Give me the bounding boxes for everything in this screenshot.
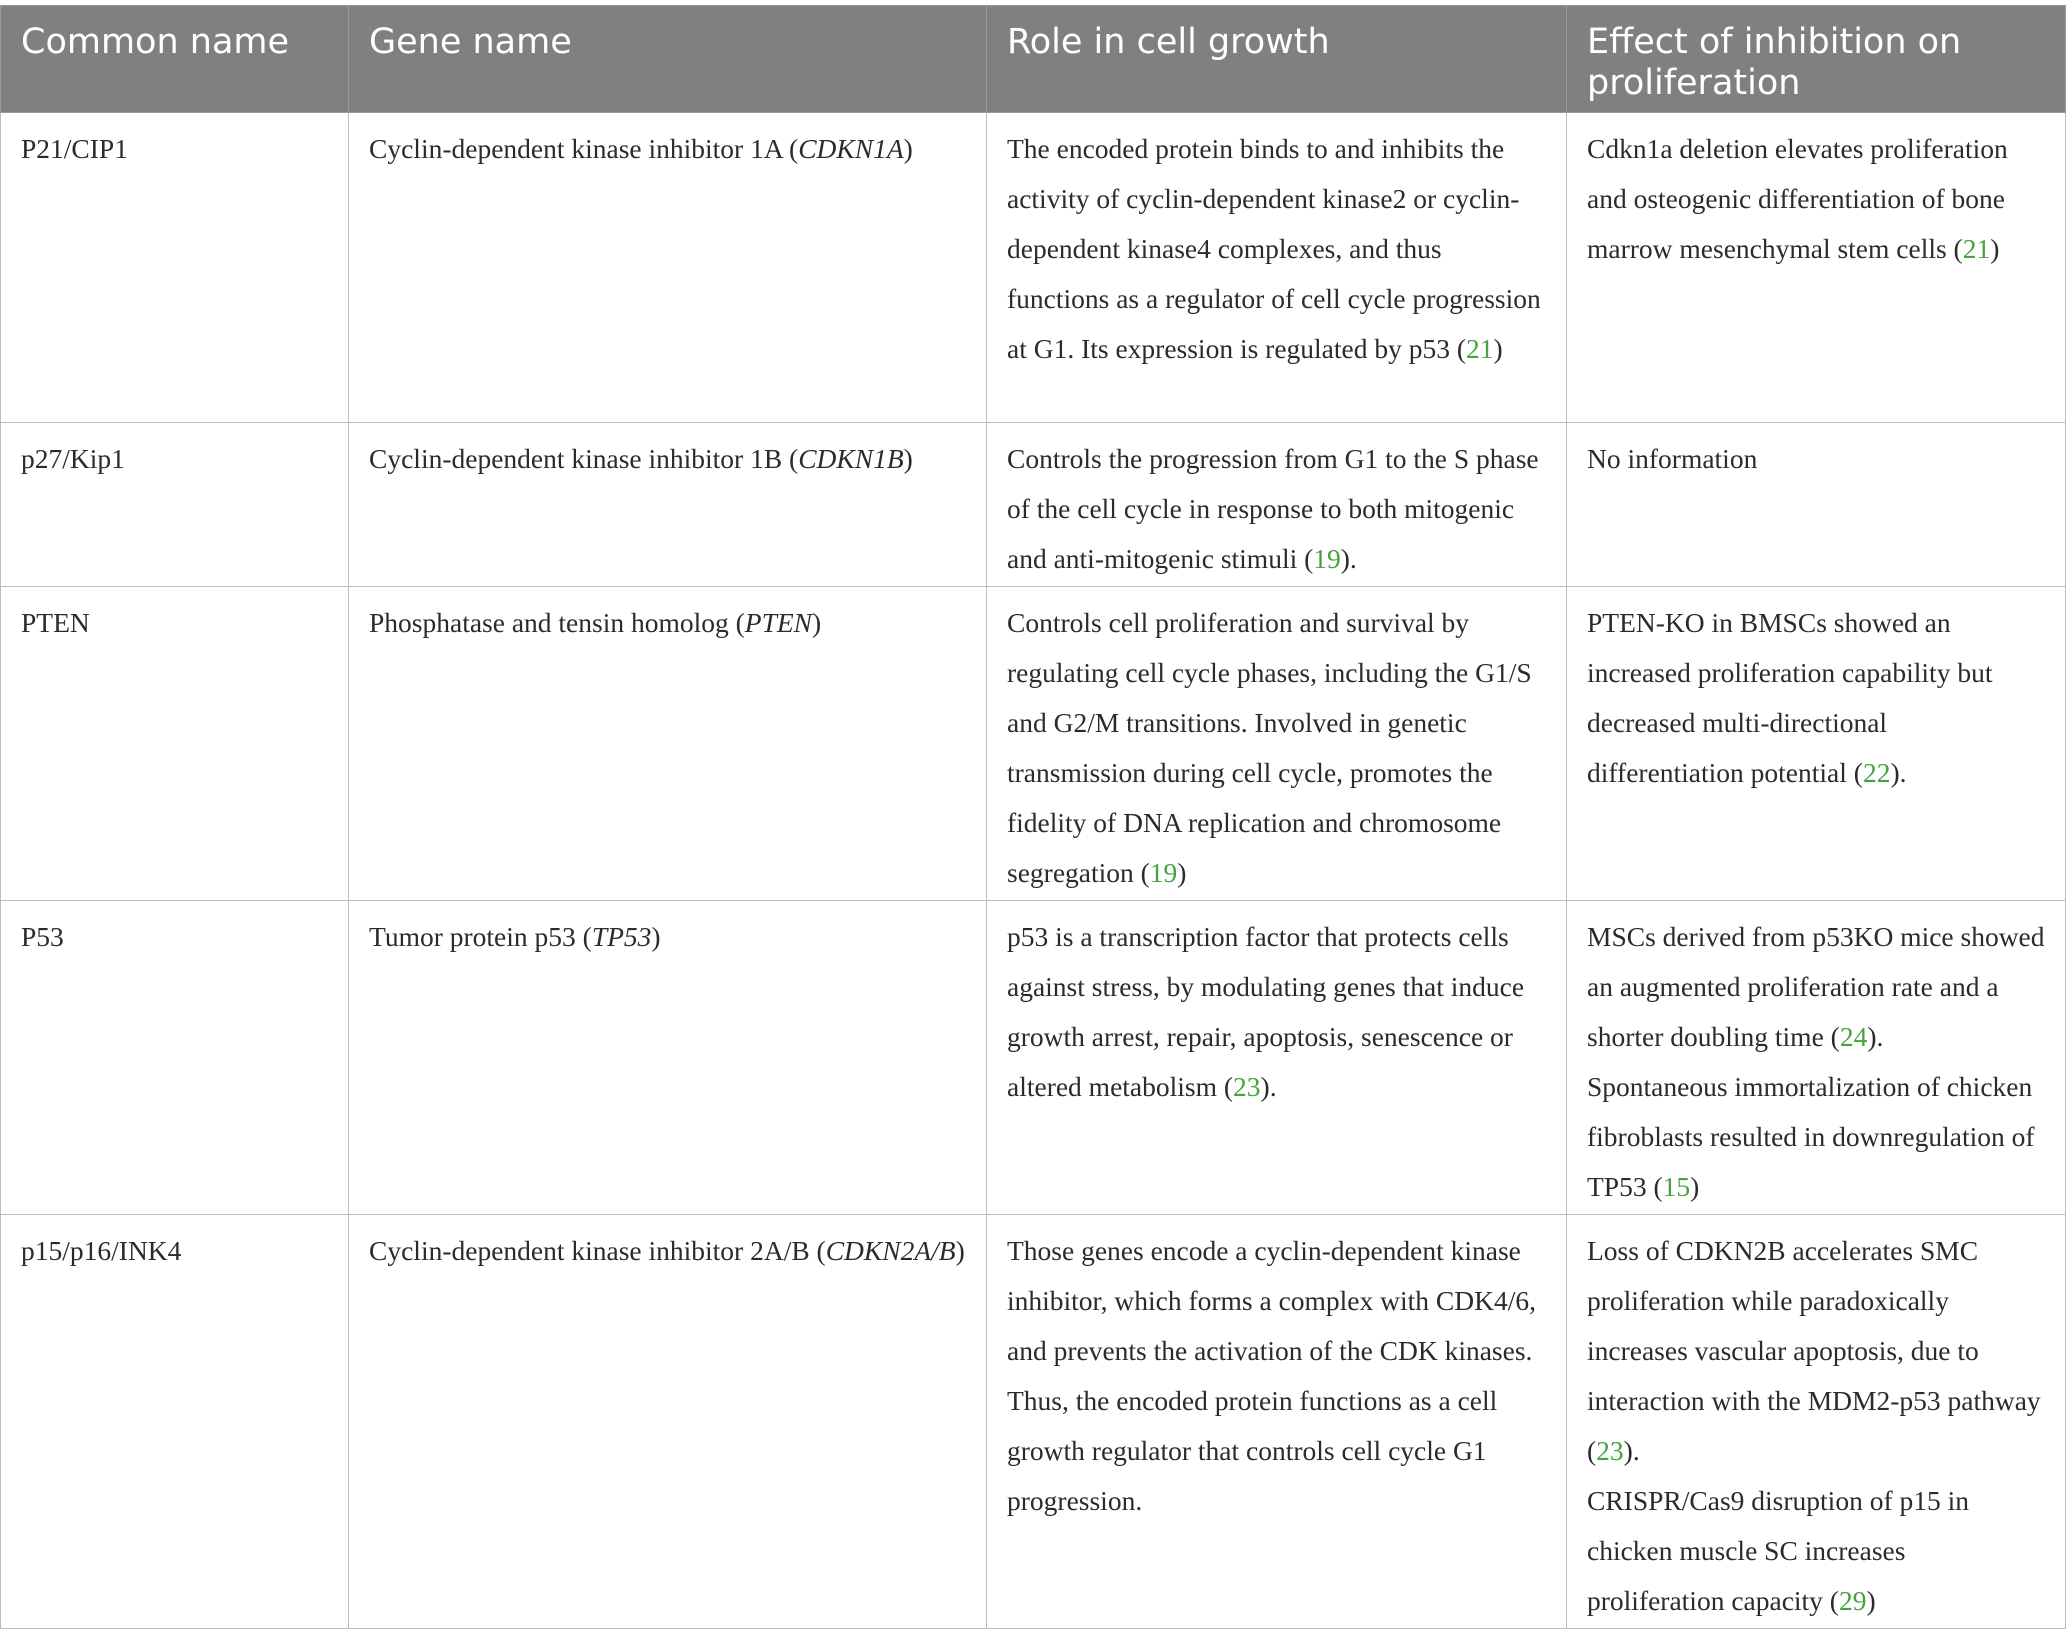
role-text: Controls the progression from G1 to the S phase of the cell cycle in response to both mitogenic and anti-mitogenic stimuli (: [1007, 443, 1539, 574]
table-row: [1, 587, 2066, 901]
reference-link[interactable]: 19: [1313, 543, 1341, 574]
gene-name-text: Cyclin-dependent kinase inhibitor 1A (: [369, 133, 799, 164]
effect-text: PTEN-KO in BMSCs showed an increased proliferation capability but decreased multi-directional differentiation potential (: [1587, 607, 1993, 788]
gene-symbol: CDKN1A: [798, 133, 904, 164]
gene-name-text: Tumor protein p53 (: [369, 921, 592, 952]
effect-text: Cdkn1a deletion elevates proliferation and osteogenic differentiation of bone marrow mesenchymal stem cells (: [1587, 133, 2008, 264]
reference-link[interactable]: 19: [1149, 857, 1178, 888]
cell-gene-name: [349, 1215, 987, 1629]
reference-link[interactable]: 21: [1962, 233, 1991, 264]
cell-gene-name: [349, 587, 987, 901]
reference-link[interactable]: 21: [1466, 333, 1494, 364]
cell-role: [987, 587, 1567, 901]
cell-gene-name: [349, 423, 987, 587]
header-gene-name: Gene name: [349, 6, 987, 113]
cell-effect: [1567, 1215, 2066, 1629]
role-tail: ).: [1260, 1071, 1277, 1102]
gene-name-close: ): [651, 921, 661, 952]
cell-role: [987, 1215, 1567, 1629]
header-row: [1, 6, 2066, 113]
effect-text: MSCs derived from p53KO mice showed an augmented proliferation rate and a shorter doubling time (: [1587, 921, 2045, 1052]
table-row: [1, 1215, 2066, 1629]
reference-link[interactable]: 15: [1662, 1171, 1691, 1202]
effect-text: CRISPR/Cas9 disruption of p15 in chicken muscle SC increases proliferation capacity (: [1587, 1485, 1969, 1616]
cell-effect: [1567, 587, 2066, 901]
reference-link[interactable]: 29: [1838, 1585, 1867, 1616]
gene-name-text: Phosphatase and tensin homolog (: [369, 607, 745, 638]
table-row: [1, 423, 2066, 587]
effect-tail: ): [1866, 1585, 1876, 1616]
effect-paragraph: [1587, 1226, 2047, 1476]
role-text: p53 is a transcription factor that protects cells against stress, by modulating genes that induce growth arrest, repair, apoptosis, senescence or altered metabolism (: [1007, 921, 1525, 1102]
gene-symbol: CDKN1B: [798, 443, 904, 474]
effect-tail: ): [1690, 1171, 1700, 1202]
header-effect: Effect of inhibition on proliferation: [1567, 6, 2066, 113]
gene-name-close: ): [812, 607, 822, 638]
role-tail: ): [1493, 333, 1503, 364]
effect-text: Loss of CDKN2B accelerates SMC proliferation while paradoxically increases vascular apoptosis, due to interaction with the MDM2-p53 pathway (: [1587, 1235, 2041, 1466]
cell-common-name: P21/CIP1: [1, 113, 349, 423]
effect-tail: ).: [1623, 1435, 1640, 1466]
role-text: Controls cell proliferation and survival by regulating cell cycle phases, including the G1/S and G2/M transitions. Involved in genetic transmission during cell cycle, promotes the fidelity of DNA replication and chromosome segregation (: [1007, 607, 1532, 888]
data-table: [0, 5, 2066, 1629]
cell-common-name: PTEN: [1, 587, 349, 901]
effect-text: Spontaneous immortalization of chicken fibroblasts resulted in downregulation of TP53 (: [1587, 1071, 2035, 1202]
cell-common-name: p27/Kip1: [1, 423, 349, 587]
table-body: [1, 113, 2066, 1629]
cell-gene-name: [349, 901, 987, 1215]
gene-symbol: CDKN2A/B: [825, 1235, 956, 1266]
reference-link[interactable]: 22: [1862, 757, 1891, 788]
cell-common-name: p15/p16/INK4: [1, 1215, 349, 1629]
table-header: [1, 6, 2066, 113]
reference-link[interactable]: 24: [1839, 1021, 1868, 1052]
role-text: Those genes encode a cyclin-dependent kinase inhibitor, which forms a complex with CDK4/6, and prevents the activation of the CDK kinases. Thus, the encoded protein functions as a cell growth regulator that controls cell cycle G1 progression.: [1007, 1235, 1536, 1516]
cell-gene-name: [349, 113, 987, 423]
role-tail: ): [1177, 857, 1187, 888]
cell-effect: [1567, 423, 2066, 587]
gene-name-text: Cyclin-dependent kinase inhibitor 2A/B (: [369, 1235, 826, 1266]
reference-link[interactable]: 23: [1596, 1435, 1624, 1466]
cell-effect: [1567, 113, 2066, 423]
role-tail: ).: [1340, 543, 1357, 574]
effect-tail: ).: [1867, 1021, 1884, 1052]
cell-role: [987, 901, 1567, 1215]
table-row: [1, 113, 2066, 423]
header-common-name: Common name: [1, 6, 349, 113]
effect-tail: ): [1990, 233, 2000, 264]
table-row: [1, 901, 2066, 1215]
gene-name-close: ): [903, 443, 913, 474]
cell-common-name: P53: [1, 901, 349, 1215]
cell-effect: [1567, 901, 2066, 1215]
effect-paragraph: [1587, 912, 2047, 1062]
effect-paragraph: [1587, 1476, 2047, 1626]
reference-link[interactable]: 23: [1233, 1071, 1261, 1102]
role-text: The encoded protein binds to and inhibits the activity of cyclin-dependent kinase2 or cyclin-dependent kinase4 complexes, and thus functions as a regulator of cell cycle progression at G1. Its expression is regulated by p53 (: [1007, 133, 1541, 364]
gene-name-close: ): [955, 1235, 965, 1266]
header-role: Role in cell growth: [987, 6, 1567, 113]
gene-name-text: Cyclin-dependent kinase inhibitor 1B (: [369, 443, 799, 474]
cell-role: [987, 113, 1567, 423]
effect-tail: ).: [1890, 757, 1907, 788]
effect-paragraph: [1587, 1062, 2047, 1212]
gene-symbol: PTEN: [744, 607, 813, 638]
cell-role: [987, 423, 1567, 587]
gene-symbol: TP53: [591, 921, 652, 952]
gene-name-close: ): [903, 133, 913, 164]
effect-text: No information: [1587, 443, 1758, 474]
